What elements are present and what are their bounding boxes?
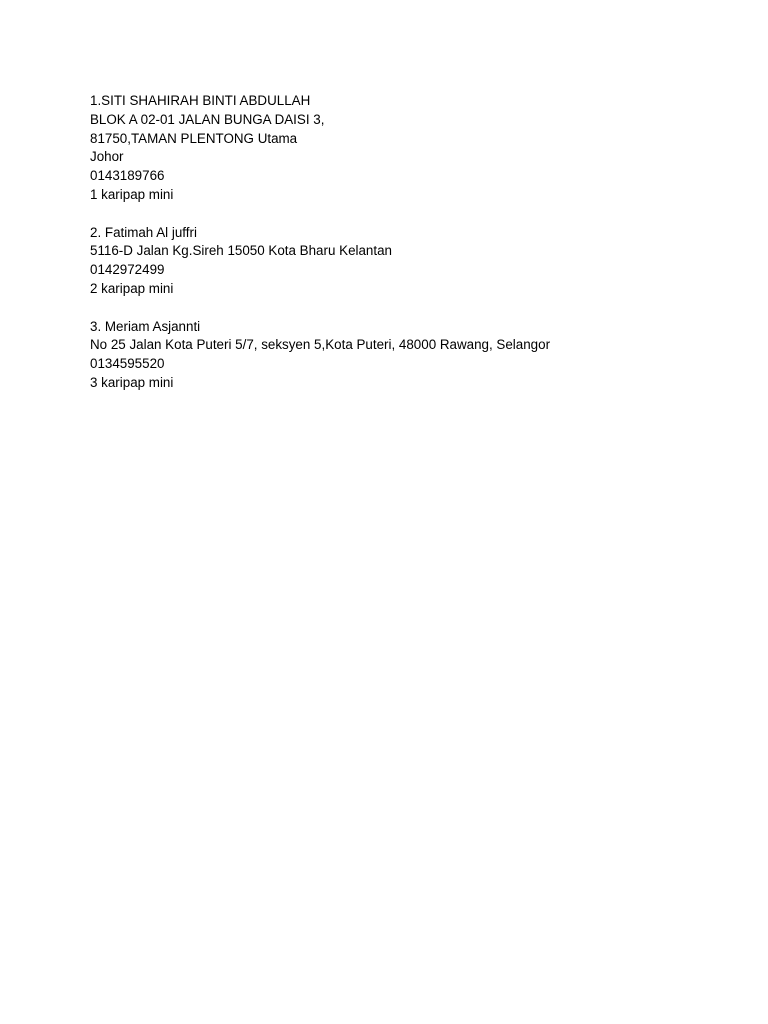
address-line: 5116-D Jalan Kg.Sireh 15050 Kota Bharu Kelantan bbox=[90, 243, 392, 259]
address-state: Johor bbox=[90, 149, 124, 165]
order-entry-1 bbox=[90, 92, 730, 205]
address-line: BLOK A 02-01 JALAN BUNGA DAISI 3, bbox=[90, 111, 325, 127]
phone-number: 0142972499 bbox=[90, 262, 165, 278]
order-entry-3 bbox=[90, 318, 730, 393]
phone-number: 0143189766 bbox=[90, 168, 165, 184]
recipient-name: 1.SITI SHAHIRAH BINTI ABDULLAH bbox=[90, 93, 311, 108]
order-item: 2 karipap mini bbox=[90, 280, 174, 296]
order-item: 1 karipap mini bbox=[90, 186, 174, 202]
address-line: 81750,TAMAN PLENTONG Utama bbox=[90, 130, 298, 146]
order-list bbox=[90, 92, 730, 412]
order-item: 3 karipap mini bbox=[90, 374, 174, 390]
order-entry-2 bbox=[90, 224, 730, 299]
phone-number: 0134595520 bbox=[90, 356, 165, 372]
recipient-name: 2. Fatimah Al juffri bbox=[90, 224, 197, 240]
address-line: No 25 Jalan Kota Puteri 5/7, seksyen 5,Kota Puteri, 48000 Rawang, Selangor bbox=[90, 337, 551, 353]
recipient-name: 3. Meriam Asjannti bbox=[90, 318, 201, 334]
